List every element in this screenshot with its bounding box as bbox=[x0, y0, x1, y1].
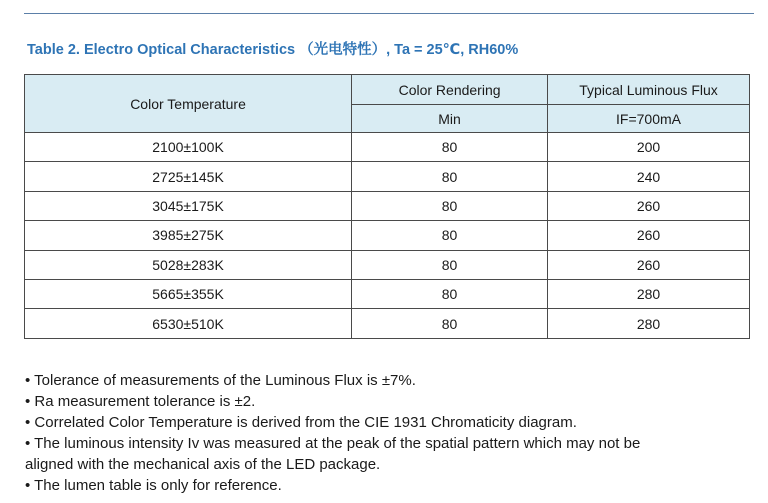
cell-flux: 240 bbox=[548, 162, 750, 191]
note-luminous-intensity: • The luminous intensity Iv was measured at the peak of the spatial pattern which may not be bbox=[25, 435, 641, 452]
cell-cct: 5665±355K bbox=[25, 279, 352, 308]
cell-flux: 260 bbox=[548, 191, 750, 220]
note-luminous-intensity-cont: aligned with the mechanical axis of the LED package. bbox=[25, 456, 381, 473]
cell-cri: 80 bbox=[352, 250, 548, 279]
cell-cct: 6530±510K bbox=[25, 309, 352, 338]
cell-flux: 260 bbox=[548, 221, 750, 250]
header-luminous-flux: Typical Luminous Flux bbox=[548, 75, 750, 105]
cell-cri: 80 bbox=[352, 162, 548, 191]
cell-cct: 3985±275K bbox=[25, 221, 352, 250]
note-cct-derivation: • Correlated Color Temperature is derived from the CIE 1931 Chromaticity diagram. bbox=[25, 414, 577, 431]
cell-cri: 80 bbox=[352, 309, 548, 338]
cell-flux: 280 bbox=[548, 279, 750, 308]
table-row bbox=[25, 250, 750, 279]
cell-cri: 80 bbox=[352, 221, 548, 250]
header-color-rendering: Color Rendering bbox=[352, 75, 548, 105]
table-row bbox=[25, 309, 750, 338]
note-ra-tolerance: • Ra measurement tolerance is ±2. bbox=[25, 393, 256, 410]
table-row bbox=[25, 191, 750, 220]
top-divider bbox=[24, 13, 754, 14]
note-luminous-flux-tolerance: • Tolerance of measurements of the Luminous Flux is ±7%. bbox=[25, 372, 416, 389]
electro-optical-table bbox=[24, 74, 750, 339]
header-color-rendering-min: Min bbox=[352, 105, 548, 133]
header-luminous-flux-condition: IF=700mA bbox=[548, 105, 750, 133]
cell-flux: 260 bbox=[548, 250, 750, 279]
header-color-temperature: Color Temperature bbox=[25, 75, 352, 133]
table-row bbox=[25, 133, 750, 162]
cell-cct: 5028±283K bbox=[25, 250, 352, 279]
cell-flux: 280 bbox=[548, 309, 750, 338]
table-row bbox=[25, 279, 750, 308]
notes-list bbox=[25, 370, 755, 496]
table-row bbox=[25, 221, 750, 250]
cell-flux: 200 bbox=[548, 133, 750, 162]
cell-cct: 3045±175K bbox=[25, 191, 352, 220]
cell-cct: 2725±145K bbox=[25, 162, 352, 191]
cell-cri: 80 bbox=[352, 191, 548, 220]
note-reference-only: • The lumen table is only for reference. bbox=[25, 477, 282, 494]
table-caption: Table 2. Electro Optical Characteristics （光电特性）, Ta = 25℃, RH60% bbox=[27, 42, 519, 58]
table-header-row bbox=[25, 75, 750, 105]
cell-cri: 80 bbox=[352, 133, 548, 162]
table-row bbox=[25, 162, 750, 191]
cell-cct: 2100±100K bbox=[25, 133, 352, 162]
cell-cri: 80 bbox=[352, 279, 548, 308]
